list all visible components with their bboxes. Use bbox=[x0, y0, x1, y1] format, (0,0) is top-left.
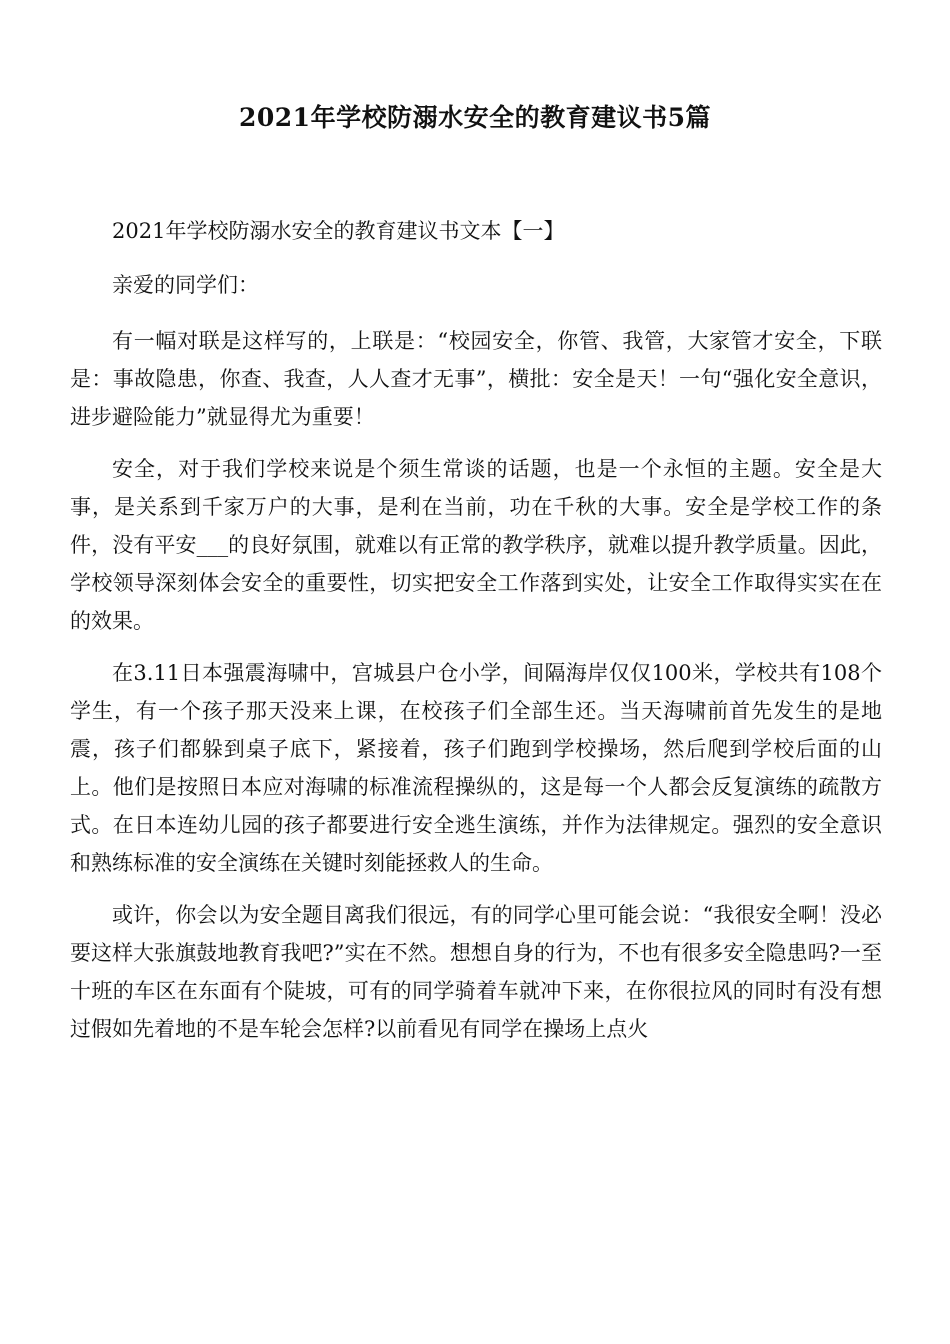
salutation: 亲爱的同学们： bbox=[112, 273, 259, 297]
document-title: 2021年学校防溺水安全的教育建议书5篇 bbox=[239, 103, 711, 132]
document-body bbox=[70, 212, 882, 1062]
paragraph-couplet: 有一幅对联是这样写的，上联是：“校园安全，你管、我管，大家管才安全，下联是：事故隐患，你查、我查，人人查才无事”，横批：安全是天！一句“强化安全意识，进步避险能力”就显得尤为重要！ bbox=[70, 329, 882, 429]
paragraph-japan-tsunami: 在3.11日本强震海啸中，宫城县户仓小学，间隔海岸仅仅100米，学校共有108个学生，有一个孩子那天没来上课，在校孩子们全部生还。当天海啸前首先发生的是地震，孩子们都躲到桌子底下，紧接着，孩子们跑到学校操场，然后爬到学校后面的山上。他们是按照日本应对海啸的标准流程操纵的，这是每一个人都会反复演练的疏散方式。在日本连幼儿园的孩子都要进行安全逃生演练，并作为法律规定。强烈的安全意识和熟练标准的安全演练在关键时刻能拯救人的生命。 bbox=[70, 661, 882, 875]
section-heading: 2021年学校防溺水安全的教育建议书文本【一】 bbox=[112, 219, 565, 243]
paragraph-safety-importance: 安全，对于我们学校来说是个须生常谈的话题，也是一个永恒的主题。安全是大事，是关系到千家万户的大事，是利在当前，功在千秋的大事。安全是学校工作的条件，没有平安___的良好氛围，就难以有正常的教学秩序，就难以提升教学质量。因此，学校领导深刻体会安全的重要性，切实把安全工作落到实处，让安全工作取得实实在在的效果。 bbox=[70, 457, 882, 633]
paragraph-hidden-dangers: 或许，你会以为安全题目离我们很远，有的同学心里可能会说：“我很安全啊！没必要这样大张旗鼓地教育我吧?”实在不然。想想自身的行为，不也有很多安全隐患吗?一至十班的车区在东面有个陡坡，可有的同学骑着车就冲下来，在你很拉风的同时有没有想过假如先着地的不是车轮会怎样?以前看见有同学在操场上点火 bbox=[70, 903, 882, 1041]
